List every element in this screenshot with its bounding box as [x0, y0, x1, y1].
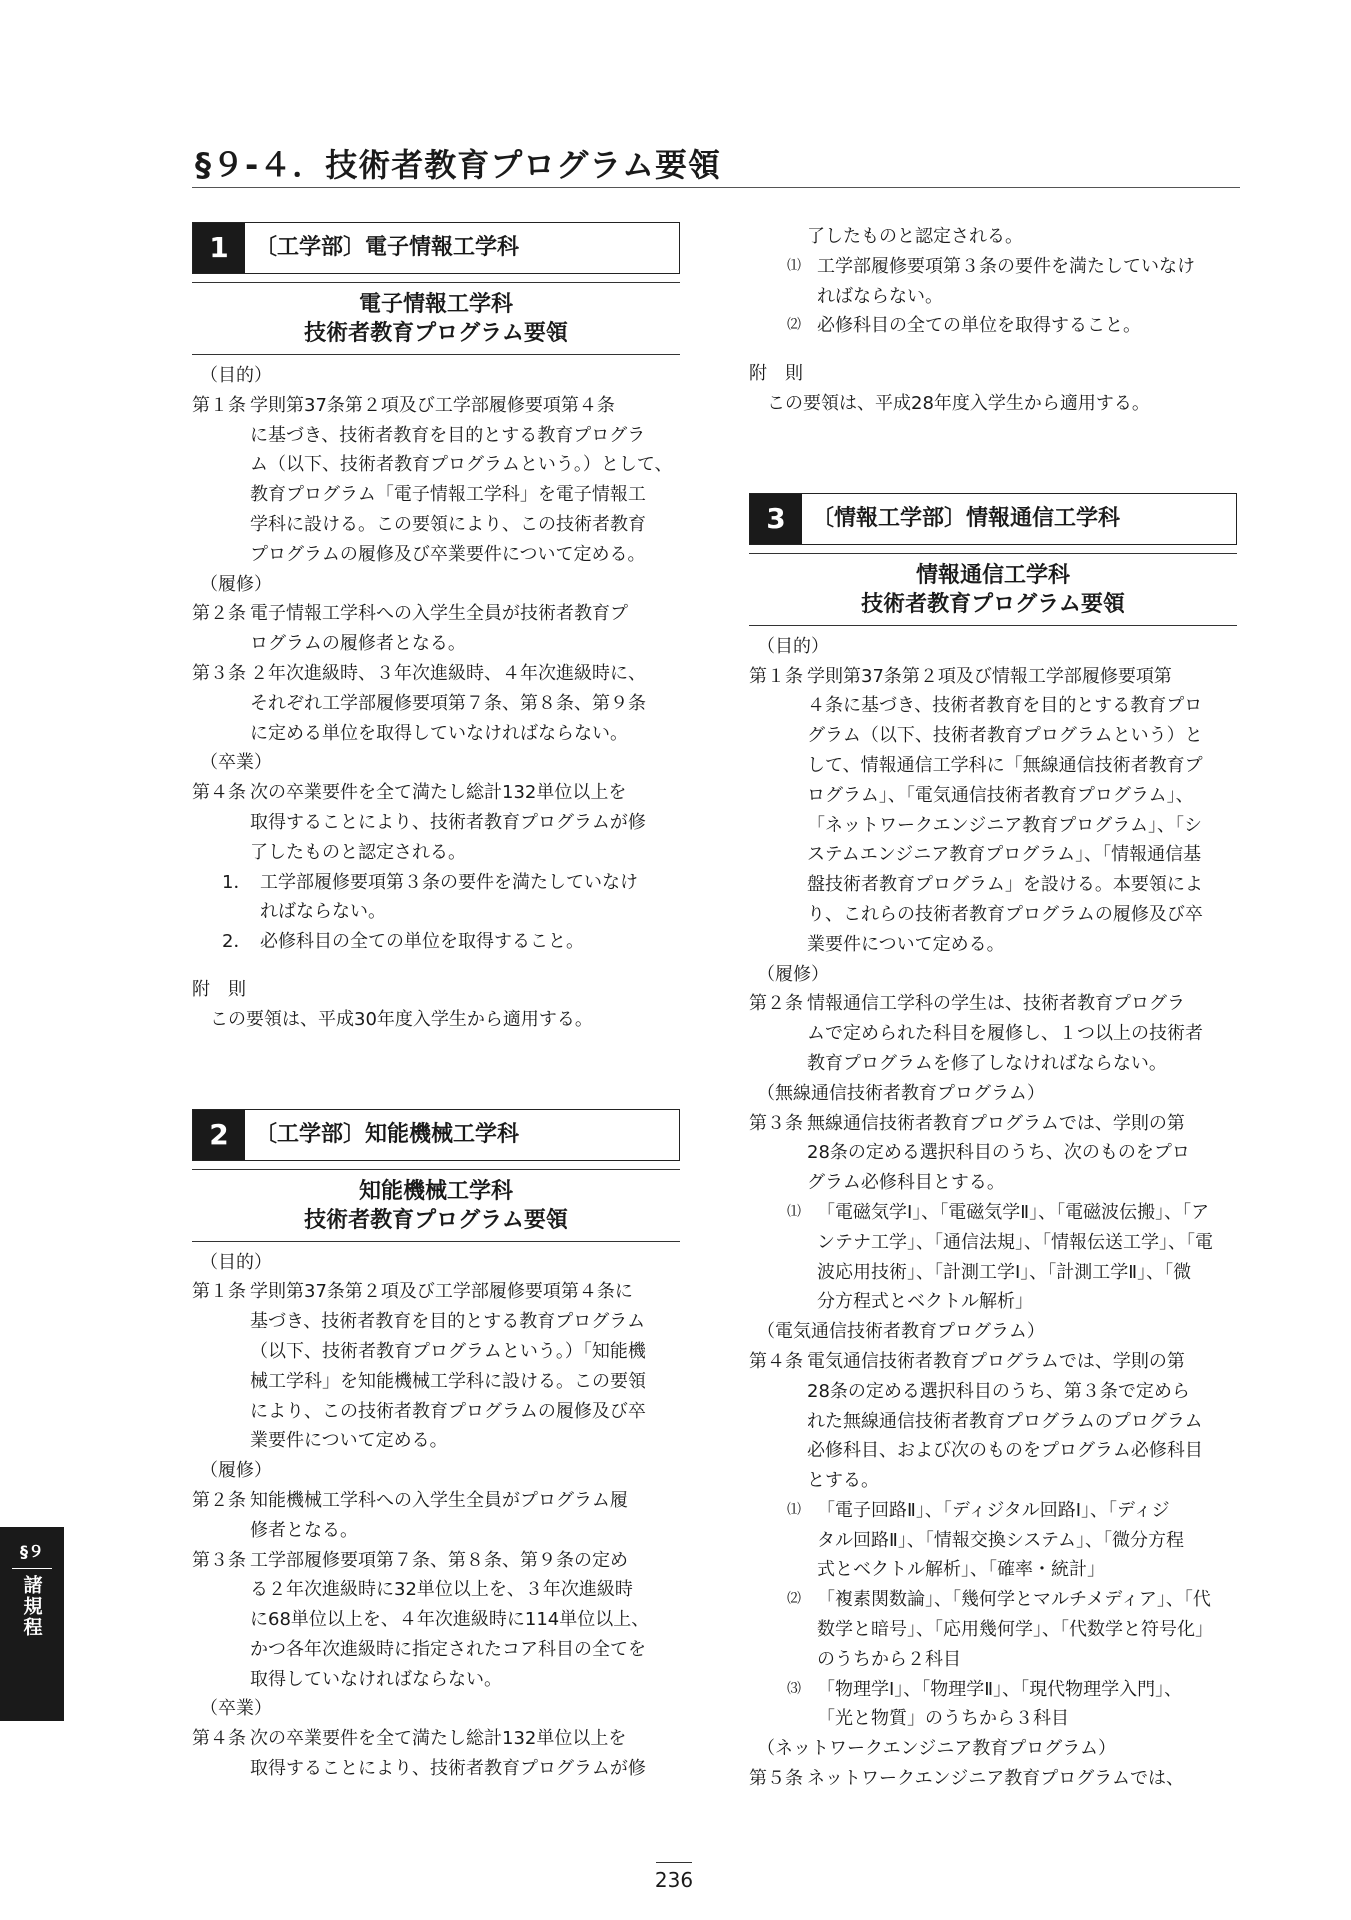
article-line: 械工学科」を知能機械工学科に設ける。この要領	[250, 1370, 646, 1392]
article-line: 了したものと認定される。	[250, 841, 466, 863]
article-line: 修者となる。	[250, 1519, 358, 1541]
article-line: 電子情報工学科への入学生全員が技術者教育プ	[250, 603, 628, 625]
article-line: ログラムの履修者となる。	[250, 633, 466, 655]
item-line: タル回路Ⅱ」、「情報交換システム」、「微分方程	[817, 1529, 1185, 1551]
item-label: 1．	[222, 871, 252, 893]
list-item	[749, 1675, 1237, 1705]
article-line: 工学部履修要項第７条、第８条、第９条の定め	[250, 1549, 628, 1571]
article-line: 取得することにより、技術者教育プログラムが修	[250, 1758, 646, 1780]
item-line: 「複素関数論」、「幾何学とマルチメディア」、「代	[817, 1589, 1211, 1611]
section-title: 〔情報工学部〕情報通信工学科	[812, 505, 1121, 531]
item-label: ⑴	[787, 257, 801, 274]
article-4	[192, 1724, 680, 1754]
list-item	[749, 1198, 1237, 1228]
article-label: 第１条	[192, 1281, 246, 1303]
article-5	[749, 1764, 1237, 1794]
supplementary-body: この要領は、平成30年度入学生から適用する。	[210, 1008, 593, 1030]
program-title-line: 情報通信工学科	[915, 562, 1070, 588]
article-line: 了したものと認定される。	[807, 226, 1023, 247]
page-title: §９-４．技術者教育プログラム要領	[195, 146, 721, 184]
article-line: 学科に設ける。この要領により、この技術者教育	[250, 513, 646, 535]
program-title-line: 知能機械工学科	[358, 1178, 513, 1204]
article-line: 取得していなければならない。	[250, 1668, 502, 1690]
item-line: ンテナ工学」、「通信法規」、「情報伝送工学」、「電	[817, 1231, 1213, 1253]
side-tab	[0, 1527, 64, 1721]
heading-telecom: （電気通信技術者教育プログラム）	[757, 1321, 1045, 1343]
article-3	[192, 1546, 680, 1576]
article-line: プログラムの履修及び卒業要件について定める。	[250, 543, 646, 565]
article-label: 第２条	[749, 993, 803, 1015]
item-label: ⑶	[787, 1680, 801, 1697]
item-line: 必修科目の全ての単位を取得すること。	[817, 315, 1141, 337]
program-title-line: 技術者教育プログラム要領	[304, 1207, 568, 1233]
article-3	[749, 1109, 1237, 1139]
article-line: 電気通信技術者教育プログラムでは、学則の第	[807, 1350, 1185, 1372]
article-label: 第５条	[749, 1768, 803, 1790]
list-item	[749, 1496, 1237, 1526]
item-label: ⑵	[787, 317, 801, 334]
article-line: ム（以下、技術者教育プログラムという。）として、	[250, 454, 673, 476]
program-title-line: 技術者教育プログラム要領	[304, 321, 568, 346]
article-line: ムで定められた科目を履修し、１つ以上の技術者	[807, 1023, 1203, 1045]
section-3-header	[749, 493, 1237, 545]
article-4	[749, 1347, 1237, 1377]
item-line: 「物理学Ⅰ」、「物理学Ⅱ」、「現代物理学入門」、	[817, 1678, 1183, 1700]
supplementary-body: この要領は、平成28年度入学生から適用する。	[767, 392, 1150, 414]
section-1-header	[192, 222, 680, 274]
list-item	[749, 252, 1237, 282]
right-column	[749, 222, 1237, 1794]
article-label: 第４条	[749, 1350, 803, 1372]
article-line: （以下、技術者教育プログラムという。）「知能機	[250, 1340, 646, 1362]
article-line: 基づき、技術者教育を目的とする教育プログラム	[250, 1311, 646, 1333]
section-title: 〔工学部〕知能機械工学科	[255, 1121, 520, 1147]
article-line: 業要件について定める。	[250, 1430, 448, 1452]
heading-course: （履修）	[200, 573, 272, 595]
item-line: のうちから２科目	[817, 1648, 961, 1670]
article-line: 28条の定める選択科目のうち、次のものをプロ	[807, 1142, 1190, 1164]
item-label: ⑴	[787, 1203, 801, 1220]
article-line: 28条の定める選択科目のうち、第３条で定めら	[807, 1380, 1190, 1402]
article-3	[192, 659, 680, 689]
item-label: ⑴	[787, 1501, 801, 1518]
article-label: 第３条	[192, 1549, 246, 1571]
article-2	[192, 599, 680, 629]
item-line: 工学部履修要項第３条の要件を満たしていなけ	[260, 871, 638, 893]
article-label: 第４条	[192, 1728, 246, 1750]
heading-graduation: （卒業）	[200, 1698, 272, 1720]
item-line: 波応用技術」、「計測工学Ⅰ」、「計測工学Ⅱ」、「微	[817, 1261, 1192, 1283]
program-title	[192, 1170, 680, 1242]
article-line: 次の卒業要件を全て満たし総計132単位以上を	[250, 1728, 627, 1750]
section-2-header	[192, 1109, 680, 1161]
article-line: 次の卒業要件を全て満たし総計132単位以上を	[250, 782, 627, 804]
article-label: 第１条	[749, 665, 803, 687]
list-item	[192, 868, 680, 898]
supplementary-heading: 附 則	[749, 363, 803, 385]
article-2	[192, 1486, 680, 1516]
article-line: る２年次進級時に32単位以上を、３年次進級時	[250, 1579, 633, 1601]
article-line: 学則第37条第２項及び工学部履修要項第４条に	[250, 1281, 633, 1303]
article-label: 第２条	[192, 1489, 246, 1511]
program-title-line: 技術者教育プログラム要領	[861, 591, 1125, 617]
page-number: 236	[654, 1868, 694, 1892]
heading-graduation: （卒業）	[200, 752, 272, 774]
article-line: して、情報通信工学科に「無線通信技術者教育プ	[807, 754, 1203, 776]
article-1	[192, 1277, 680, 1307]
article-label: 第３条	[749, 1112, 803, 1134]
side-tab-rule	[12, 1568, 52, 1569]
side-tab-section: §９	[19, 1542, 44, 1561]
article-line: れた無線通信技術者教育プログラムのプログラム	[807, 1410, 1203, 1432]
article-line: 業要件について定める。	[807, 933, 1005, 955]
article-line: 情報通信工学科の学生は、技術者教育プログラ	[807, 993, 1185, 1015]
article-line: に基づき、技術者教育を目的とする教育プログラ	[250, 424, 646, 446]
article-line: とする。	[807, 1470, 879, 1492]
article-line: 取得することにより、技術者教育プログラムが修	[250, 811, 646, 833]
heading-course: （履修）	[757, 963, 829, 985]
heading-wireless: （無線通信技術者教育プログラム）	[757, 1082, 1045, 1104]
article-line: それぞれ工学部履修要項第７条、第８条、第９条	[250, 692, 646, 714]
item-label: 2．	[222, 931, 252, 953]
page-number-rule	[656, 1862, 692, 1863]
article-line: 必修科目、および次のものをプログラム必修科目	[807, 1440, 1203, 1462]
program-title	[192, 283, 680, 355]
article-line: 盤技術者教育プログラム」を設ける。本要領によ	[807, 874, 1203, 896]
list-item	[192, 927, 680, 957]
article-line: グラム（以下、技術者教育プログラムという）と	[807, 725, 1203, 747]
section-number: 2	[193, 1110, 245, 1160]
item-line: 必修科目の全ての単位を取得すること。	[260, 931, 584, 953]
item-line: ればならない。	[260, 901, 386, 923]
item-line: 「光と物質」のうちから３科目	[817, 1708, 1069, 1730]
article-line: 学則第37条第２項及び工学部履修要項第４条	[250, 394, 615, 416]
article-line: に68単位以上を、４年次進級時に114単位以上、	[250, 1609, 650, 1631]
article-line: 教育プログラムを修了しなければならない。	[807, 1052, 1167, 1074]
article-label: 第３条	[192, 662, 246, 684]
article-line: グラム必修科目とする。	[807, 1172, 1005, 1194]
heading-purpose: （目的）	[200, 1251, 272, 1273]
article-label: 第１条	[192, 394, 246, 416]
article-line: ログラム」、「電気通信技術者教育プログラム」、	[807, 784, 1194, 806]
article-line: ネットワークエンジニア教育プログラムでは、	[807, 1768, 1185, 1790]
item-line: ればならない。	[817, 285, 943, 307]
supplementary-heading: 附 則	[192, 978, 246, 1000]
article-line: に定める単位を取得していなければならない。	[250, 722, 628, 744]
item-line: 「電子回路Ⅱ」、「ディジタル回路Ⅰ」、「ディジ	[817, 1499, 1170, 1521]
item-line: 式とベクトル解析」、「確率・統計」	[817, 1559, 1105, 1581]
section-number: 3	[750, 494, 802, 544]
article-label: 第２条	[192, 603, 246, 625]
article-line: 「ネットワークエンジニア教育プログラム」、「シ	[807, 814, 1203, 836]
program-title-line: 電子情報工学科	[358, 292, 513, 317]
article-4	[192, 778, 680, 808]
side-tab-label: 諸規程	[20, 1575, 43, 1638]
item-line: 「電磁気学Ⅰ」、「電磁気学Ⅱ」、「電磁波伝搬」、「ア	[817, 1201, 1210, 1223]
article-label: 第４条	[192, 782, 246, 804]
article-line: 学則第37条第２項及び情報工学部履修要項第	[807, 665, 1172, 687]
section-title: 〔工学部〕電子情報工学科	[255, 235, 520, 261]
article-line: ２年次進級時、３年次進級時、４年次進級時に、	[250, 662, 646, 684]
article-line: 教育プログラム「電子情報工学科」を電子情報工	[250, 484, 646, 506]
article-line: かつ各年次進級時に指定されたコア科目の全てを	[250, 1638, 646, 1660]
list-item	[749, 311, 1237, 341]
article-line: ４条に基づき、技術者教育を目的とする教育プロ	[807, 695, 1203, 717]
program-title	[749, 554, 1237, 626]
section-number: 1	[193, 223, 245, 273]
heading-course: （履修）	[200, 1460, 272, 1482]
heading-purpose: （目的）	[757, 635, 829, 657]
article-1	[749, 662, 1237, 692]
article-line: ステムエンジニア教育プログラム」、「情報通信基	[807, 844, 1202, 866]
title-rule	[192, 187, 1240, 188]
article-2	[749, 989, 1237, 1019]
article-line: 知能機械工学科への入学生全員がプログラム履	[250, 1489, 628, 1511]
article-line: り、これらの技術者教育プログラムの履修及び卒	[807, 903, 1203, 925]
item-line: 分方程式とベクトル解析」	[817, 1291, 1033, 1313]
item-line: 数学と暗号」、「応用幾何学」、「代数学と符号化」	[817, 1619, 1213, 1641]
article-1	[192, 391, 680, 421]
article-line: 無線通信技術者教育プログラムでは、学則の第	[807, 1112, 1185, 1134]
list-item	[749, 1585, 1237, 1615]
article-line: により、この技術者教育プログラムの履修及び卒	[250, 1400, 646, 1422]
heading-purpose: （目的）	[200, 365, 272, 386]
item-label: ⑵	[787, 1591, 801, 1608]
heading-network: （ネットワークエンジニア教育プログラム）	[757, 1738, 1117, 1760]
left-column	[192, 222, 680, 1784]
item-line: 工学部履修要項第３条の要件を満たしていなけ	[817, 255, 1195, 277]
